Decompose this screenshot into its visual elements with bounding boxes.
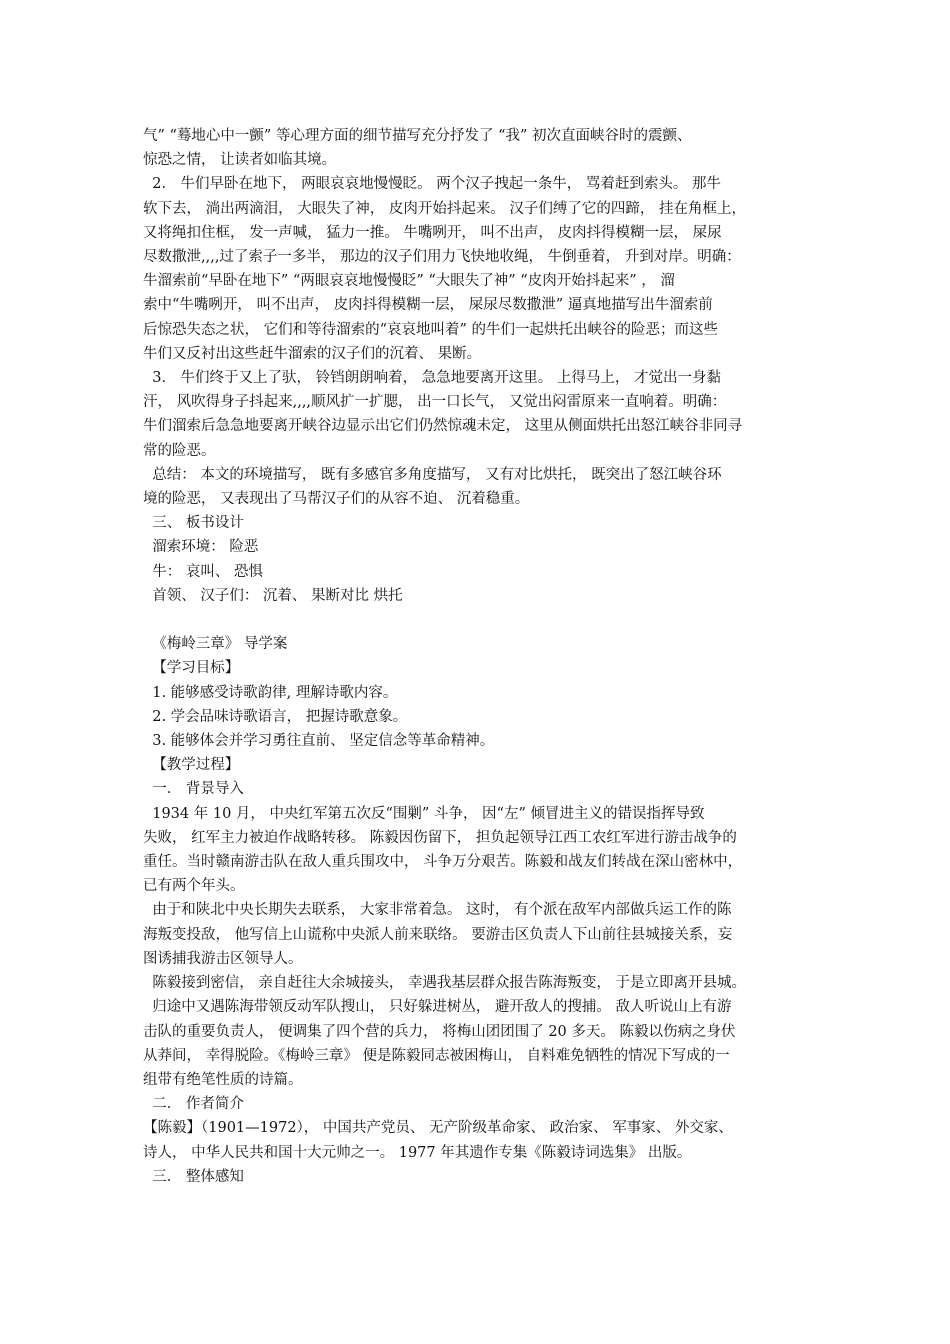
text-line: 牛： 哀叫、 恐惧 xyxy=(143,563,263,580)
text-line: 已有两个年头。 xyxy=(143,878,245,895)
text-line: 尽数撒泄,,,,过了索子一多半， 那边的汉子们用力飞快地收绳， 牛倒垂着， 升到对岸。明确： xyxy=(143,249,741,266)
text-line: 3． 牛们终于又上了驮， 铃铛朗朗响着， 急急地要离开这里。 上得马上， 才觉出一身黏 xyxy=(143,370,721,387)
text-line: 失败， 红军主力被迫作战略转移。 陈毅因伤留下， 担负起领导江西工农红军进行游击战争的 xyxy=(143,829,737,846)
text-line: 陈毅接到密信， 亲自赶往大余城接头， 幸遇我基层群众报告陈海叛变， 于是立即离开县城。 xyxy=(143,975,747,992)
section-heading: 三、 板书设计 xyxy=(143,515,244,532)
text-line: 由于和陕北中央长期失去联系， 大家非常着急。 这时， 有个派在敌军内部做兵运工作的陈 xyxy=(143,902,732,919)
text-line: 海叛变投敌， 他写信上山谎称中央派人前来联络。 要游击区负责人下山前往县城接关系，妄 xyxy=(143,926,733,943)
text-line: 索中“牛嘴咧开， 叫不出声， 皮肉抖得模糊一层， 屎尿尽数撒泄” 逼真地描写出牛溜索前 xyxy=(143,297,713,314)
text-line: 境的险恶， 又表现出了马帮汉子们的从容不迫、 沉着稳重。 xyxy=(143,491,530,508)
text-line: 归途中又遇陈海带领反动军队搜山， 只好躲进树丛， 避开敌人的搜捕。 敌人听说山上有游 xyxy=(143,999,732,1016)
text-line: 气” “蓦地心中一颤” 等心理方面的细节描写充分抒发了 “我” 初次直面峡谷时的震颤、 xyxy=(143,128,692,144)
text-line: 图诱捕我游击区领导人。 xyxy=(143,950,303,967)
text-line: 从莽间， 幸得脱险。《梅岭三章》 便是陈毅同志被困梅山， 自料难免牺牲的情况下写成的一 xyxy=(143,1047,730,1064)
document-title: 《梅岭三章》 导学案 xyxy=(143,636,288,653)
section-heading: 三． 整体感知 xyxy=(143,1168,244,1185)
text-line: 常的险恶。 xyxy=(143,442,216,459)
document-body xyxy=(143,124,823,1189)
blank-line xyxy=(143,608,823,632)
text-line: 惊恐之情， 让读者如临其境。 xyxy=(143,152,337,169)
text-line: 总结： 本文的环境描写， 既有多感官多角度描写， 又有对比烘托， 既突出了怒江峡谷环 xyxy=(143,466,722,483)
text-line: 3. 能够体会并学习勇往直前、 坚定信念等革命精神。 xyxy=(143,733,495,750)
text-line: 击队的重要负责人， 便调集了四个营的兵力， 将梅山团团围了 20 多天。 陈毅以伤病之身伏 xyxy=(143,1023,736,1040)
section-heading: 【学习目标】 xyxy=(143,660,240,677)
text-line: 牛们又反衬出这些赶牛溜索的汉子们的沉着、 果断。 xyxy=(143,345,482,362)
text-line: 牛溜索前“早卧在地下” “两眼哀哀地慢慢眨” “大眼失了神” “皮肉开始抖起来” ， 溜 xyxy=(143,273,675,290)
text-line: 溜索环境： 险恶 xyxy=(143,539,259,556)
section-heading: 【教学过程】 xyxy=(143,757,240,774)
text-line: 2． 牛们早卧在地下， 两眼哀哀地慢慢眨。 两个汉子拽起一条牛， 骂着赶到索头。 那牛 xyxy=(143,176,721,193)
text-line: 1. 能够感受诗歌韵律, 理解诗歌内容。 xyxy=(143,684,398,701)
text-line: 1934 年 10 月， 中央红军第五次反“围剿” 斗争， 因“左” 倾冒进主义的错误指挥导致 xyxy=(143,805,705,822)
text-line: 又将绳扣住框， 发一声喊， 猛力一推。 牛嘴咧开， 叫不出声， 皮肉抖得模糊一层， 屎尿 xyxy=(143,224,722,241)
text-line: 重任。当时赣南游击队在敌人重兵围攻中， 斗争万分艰苦。陈毅和战友们转战在深山密林中， xyxy=(143,854,743,871)
text-line: 牛们溜索后急急地要离开峡谷边显示出它们仍然惊魂未定， 这里从侧面烘托出怒江峡谷非同寻 xyxy=(143,418,743,435)
text-line: 首领、 汉子们： 沉着、 果断对比 烘托 xyxy=(143,587,403,604)
text-line: 组带有绝笔性质的诗篇。 xyxy=(143,1071,303,1088)
text-line: 诗人， 中华人民共和国十大元帅之一。 1977 年其遗作专集《陈毅诗词选集》 出版。 xyxy=(143,1144,692,1161)
text-line: 2. 学会品味诗歌语言， 把握诗歌意象。 xyxy=(143,708,408,725)
text-line: 汗， 风吹得身子抖起来,,,,顺风扩一扩腮， 出一口长气， 又觉出闷雷原来一直响着。明确： xyxy=(143,394,727,411)
text-line: 后惊恐失态之状， 它们和等待溜索的“哀哀地叫着” 的牛们一起烘托出峡谷的险恶；而这些 xyxy=(143,321,719,338)
text-line: 软下去， 淌出两滴泪， 大眼失了神， 皮肉开始抖起来。 汉子们缚了它的四蹄， 挂在角框上， xyxy=(143,200,747,217)
section-heading: 二． 作者简介 xyxy=(143,1096,244,1113)
section-heading: 一． 背景导入 xyxy=(143,781,244,798)
text-line: 【陈毅】（1901—1972）， 中国共产党员、 无产阶级革命家、 政治家、 军事家、 外交家、 xyxy=(143,1120,733,1137)
